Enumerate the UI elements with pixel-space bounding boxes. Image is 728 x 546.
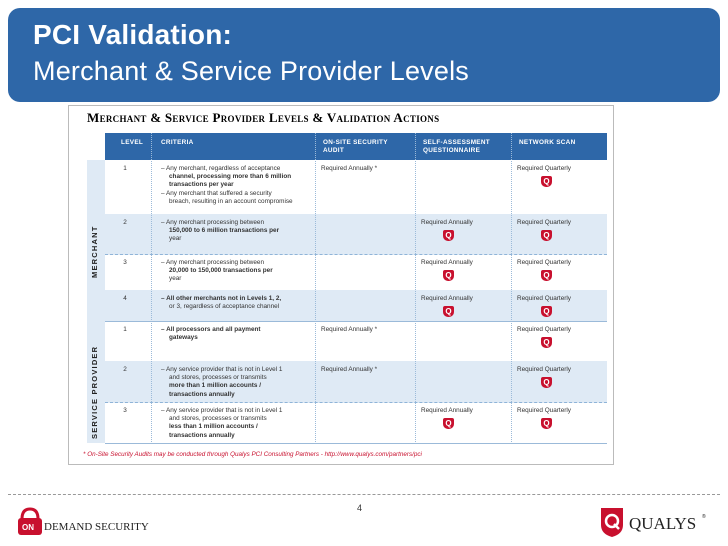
svg-text:ON: ON <box>22 523 34 532</box>
header-criteria: CRITERIA <box>161 139 194 146</box>
row-criteria: – All processors and all payment gateways <box>161 326 261 342</box>
pci-table-document <box>68 105 614 465</box>
column-divider <box>415 133 416 442</box>
table-row <box>105 214 607 255</box>
row-scan: Required Quarterly <box>517 366 571 373</box>
row-level: 1 <box>123 165 127 172</box>
qualys-q-badge-icon: Q <box>541 337 552 348</box>
row-level: 1 <box>123 326 127 333</box>
header-saq: SELF-ASSESSMENT QUESTIONNAIRE <box>423 139 490 154</box>
row-saq: Required Annually <box>421 407 473 414</box>
row-audit: Required Annually * <box>321 366 378 373</box>
row-criteria: – Any merchant processing between 20,000 to 150,000 transactions per year <box>161 259 273 283</box>
table-row <box>105 402 607 444</box>
row-scan: Required Quarterly <box>517 326 571 333</box>
footnote: * On-Site Security Audits may be conducted through Qualys PCI Consulting Partners - http://www.qualys.com/partners/pci <box>83 451 422 458</box>
column-divider <box>511 133 512 442</box>
row-scan: Required Quarterly <box>517 219 571 226</box>
on-demand-brand-text: DEMAND SECURITY <box>44 521 149 533</box>
table-row <box>105 254 607 291</box>
row-scan: Required Quarterly <box>517 259 571 266</box>
table-header <box>105 133 607 160</box>
row-level: 3 <box>123 259 127 266</box>
qualys-q-badge-icon: Q <box>541 418 552 429</box>
row-saq: Required Annually <box>421 219 473 226</box>
slide-title-line2: Merchant & Service Provider Levels <box>33 56 469 86</box>
qualys-q-badge-icon: Q <box>443 418 454 429</box>
qualys-q-badge-icon: Q <box>541 306 552 317</box>
header-audit: ON-SITE SECURITY AUDIT <box>323 139 388 154</box>
row-criteria: – Any merchant processing between 150,000 to 6 million transactions per year <box>161 219 280 243</box>
on-demand-security-logo <box>14 505 149 538</box>
merchant-group-label: MERCHANT <box>90 225 99 278</box>
qualys-logo <box>598 505 712 539</box>
row-criteria: – Any service provider that is not in Level 1 and stores, processes or transmits less than 1 million accounts / transactions annually <box>161 407 283 439</box>
slide-title-line1: PCI Validation: <box>33 19 233 50</box>
row-level: 3 <box>123 407 127 414</box>
row-scan: Required Quarterly <box>517 165 571 172</box>
row-audit: Required Annually * <box>321 165 378 172</box>
row-scan: Required Quarterly <box>517 407 571 414</box>
row-saq: Required Annually <box>421 295 473 302</box>
qualys-q-badge-icon: Q <box>541 270 552 281</box>
row-level: 2 <box>123 219 127 226</box>
table-row <box>105 361 607 403</box>
table-row <box>105 321 607 362</box>
table-title: Merchant & Service Provider Levels & Validation Actions <box>87 110 440 125</box>
service-provider-group-band <box>87 321 105 443</box>
qualys-q-badge-icon: Q <box>541 230 552 241</box>
row-criteria: – All other merchants not in Levels 1, 2, or 3, regardless of acceptance channel <box>161 295 282 311</box>
header-level: LEVEL <box>121 139 144 146</box>
row-scan: Required Quarterly <box>517 295 571 302</box>
row-saq: Required Annually <box>421 259 473 266</box>
merchant-group-band <box>87 160 105 321</box>
svg-text:®: ® <box>702 514 706 520</box>
footer-divider <box>8 494 720 495</box>
header-scan: NETWORK SCAN <box>519 139 576 146</box>
row-audit: Required Annually * <box>321 326 378 333</box>
qualys-q-badge-icon: Q <box>443 230 454 241</box>
qualys-q-badge-icon: Q <box>443 306 454 317</box>
table-row <box>105 290 607 322</box>
qualys-q-badge-icon: Q <box>541 176 552 187</box>
service-provider-group-label: SERVICE PROVIDER <box>90 345 99 439</box>
qualys-q-badge-icon: Q <box>541 377 552 388</box>
qualys-brand-text: QUALYS <box>629 514 697 533</box>
row-level: 2 <box>123 366 127 373</box>
column-divider <box>151 133 152 442</box>
table-row <box>105 160 607 215</box>
row-criteria: – Any service provider that is not in Level 1 and stores, processes or transmits more than 1 million accounts / transactions annually <box>161 366 283 398</box>
page-number: 4 <box>357 503 363 513</box>
column-divider <box>315 133 316 442</box>
row-level: 4 <box>123 295 127 302</box>
qualys-q-badge-icon: Q <box>443 270 454 281</box>
row-criteria: – Any merchant, regardless of acceptance channel, processing more than 6 million transactions per year – Any merchant that suffered a security breach, resulting in an account compromise <box>161 165 293 205</box>
